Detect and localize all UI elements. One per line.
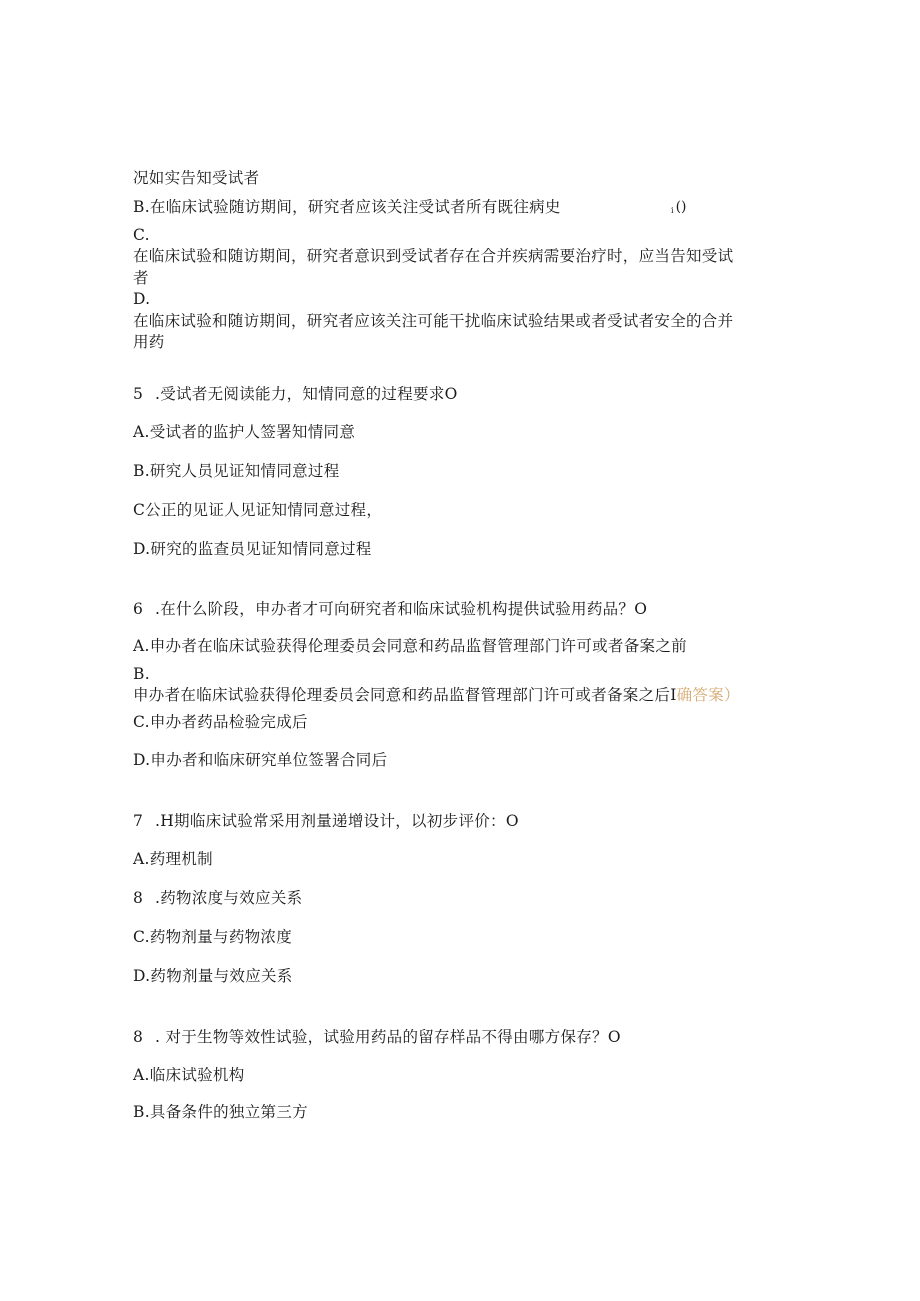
q7-option-c: C.药物剂量与药物浓度 [133,928,293,946]
q4-option-d-line2: 用药 [133,333,165,351]
q7-number: 7 [133,812,144,830]
q6-number: 6 [133,600,144,618]
q7-option-d: D.药物剂量与效应关系 [133,967,293,985]
q4-option-c-line1: 在临床试验和随访期间，研究者意识到受试者存在合并疾病需要治疗时，应当告知受试 [133,247,734,265]
q6-option-b-letter: B. [133,665,150,683]
q5-stem-text: .受试者无阅读能力，知情同意的过程要求O [155,385,458,403]
q4-option-d-line1: 在临床试验和随访期间，研究者应该关注可能干扰临床试验结果或者受试者安全的合并 [133,312,734,330]
q7-option-b [133,888,302,908]
q5-option-d: D.研究的监查员见证知情同意过程 [133,540,372,558]
q6-stem [133,599,647,619]
q6-option-a: A.申办者在临床试验获得伦理委员会同意和药品监督管理部门许可或者备案之前 [133,637,687,655]
q4-option-d-letter: D. [133,290,151,308]
q8-stem-text: . 对于生物等效性试验，试验用药品的留存样品不得由哪方保存？O [155,1028,621,1046]
q5-option-c: C公正的见证人见证知情同意过程， [133,501,383,519]
q6-option-c: C.申办者药品检验完成后 [133,713,308,731]
q7-option-b-number: 8 [133,889,144,907]
q6-option-b [133,685,740,705]
q6-stem-text: .在什么阶段，申办者才可向研究者和临床试验机构提供试验用药品？O [155,600,648,618]
q4-option-c-line2: 者 [133,269,149,287]
q4-option-b: B.在临床试验随访期间，研究者应该关注受试者所有既往病史 [133,198,561,216]
q6-option-d: D.申办者和临床研究单位签署合同后 [133,751,388,769]
q8-option-b: B.具备条件的独立第三方 [133,1103,308,1121]
q6-answer-note: 确答案） [676,686,740,704]
q8-number: 8 [133,1028,144,1046]
q7-stem [133,811,519,831]
q7-option-b-text: .药物浓度与效应关系 [155,889,303,907]
q8-stem [133,1027,621,1047]
q5-number: 5 [133,385,144,403]
q4-option-a-continuation: 况如实告知受试者 [133,169,260,187]
q6-option-b-text: 申办者在临床试验获得伦理委员会同意和药品监督管理部门许可或者备案之后I [133,686,677,704]
q5-option-b: B.研究人员见证知情同意过程 [133,462,340,480]
q4-option-b-mark: i () [671,199,687,215]
q8-option-a: A.临床试验机构 [133,1066,245,1084]
q7-stem-text: .H期临床试验常采用剂量递增设计，以初步评价：O [155,812,519,830]
q4-option-c-letter: C. [133,226,150,244]
q5-stem [133,384,458,404]
q7-option-a: A.药理机制 [133,850,213,868]
q5-option-a: A.受试者的监护人签署知情同意 [133,423,356,441]
